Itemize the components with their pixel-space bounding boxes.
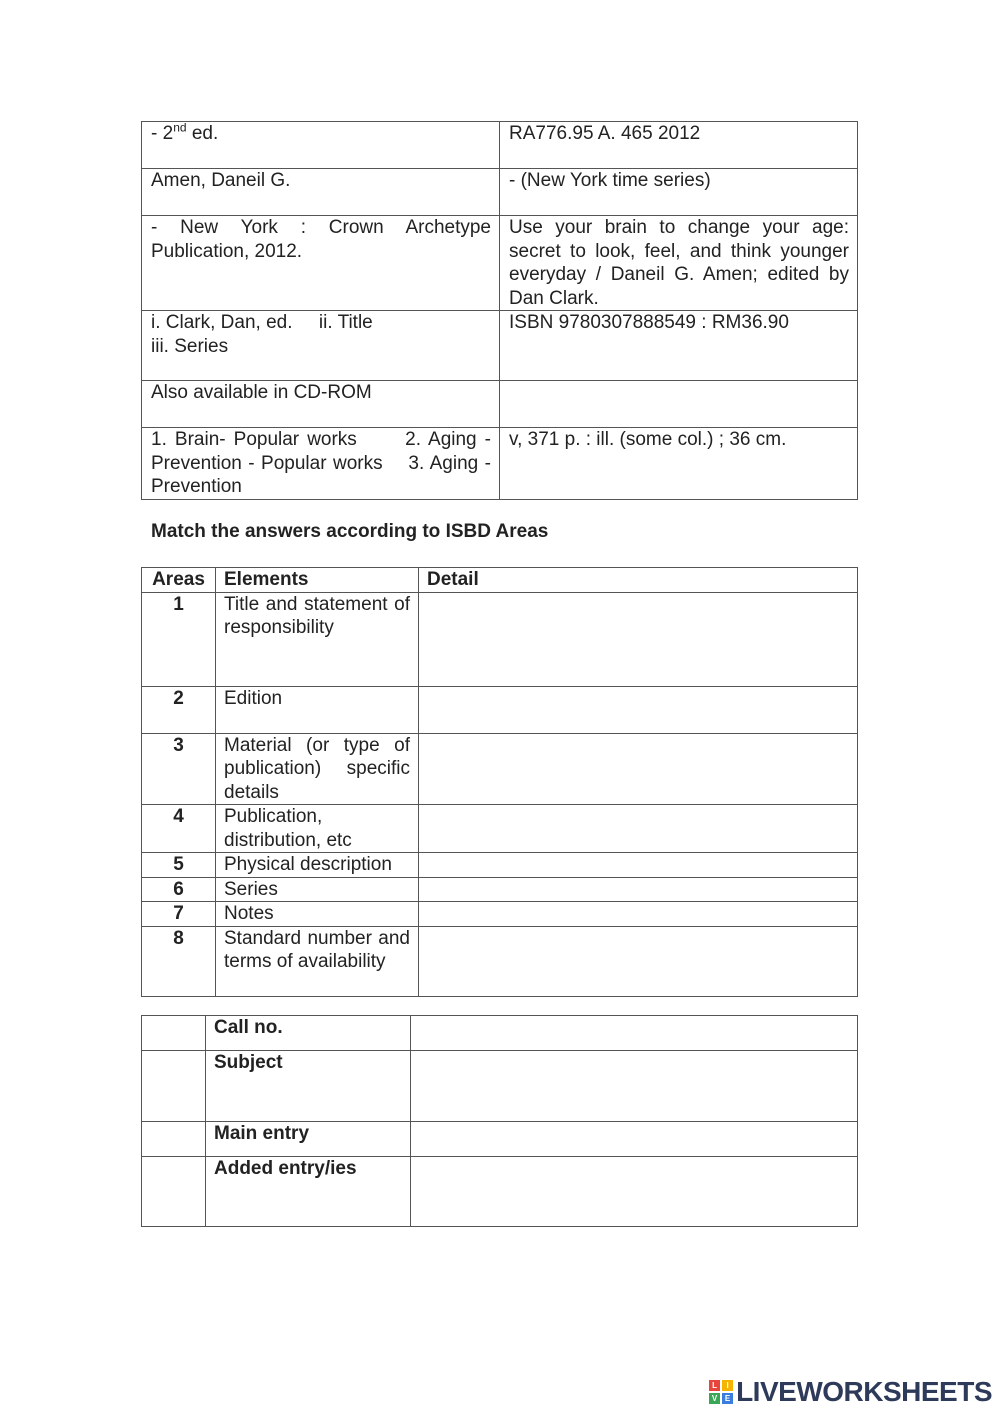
table-row xyxy=(142,686,858,733)
publication-cell: - New York : Crown Archetype Publication, 2012. xyxy=(142,216,500,311)
call-number-cell: RA776.95 A. 465 2012 xyxy=(500,122,858,169)
edition-superscript: nd xyxy=(173,120,187,135)
area-number: 4 xyxy=(142,805,216,853)
title-cell: Use your brain to change your age: secret to look, feel, and think younger everyday / Daneil G. Amen; edited by Dan Clark. xyxy=(500,216,858,311)
added-entries-label: Added entry/ies xyxy=(206,1157,411,1227)
author-cell: Amen, Daneil G. xyxy=(142,169,500,216)
logo-tile: E xyxy=(722,1393,733,1404)
area-number: 1 xyxy=(142,592,216,686)
detail-answer-cell[interactable] xyxy=(419,805,858,853)
catalog-elements-table xyxy=(141,121,858,500)
table-row xyxy=(142,428,858,500)
isbn-cell: ISBN 9780307888549 : RM36.90 xyxy=(500,311,858,381)
detail-answer-cell[interactable] xyxy=(419,926,858,996)
table-row xyxy=(142,853,858,878)
call-no-label: Call no. xyxy=(206,1016,411,1051)
logo-tile: I xyxy=(722,1380,733,1391)
subject-label: Subject xyxy=(206,1051,411,1122)
areas-header: Areas xyxy=(142,568,216,593)
access-points-table xyxy=(141,1015,858,1227)
area-number: 7 xyxy=(142,902,216,927)
detail-answer-cell[interactable] xyxy=(419,733,858,805)
table-row xyxy=(142,216,858,311)
table-row xyxy=(142,1016,858,1051)
detail-answer-cell[interactable] xyxy=(419,902,858,927)
table-row xyxy=(142,877,858,902)
main-entry-label: Main entry xyxy=(206,1122,411,1157)
blank-cell xyxy=(142,1051,206,1122)
detail-answer-cell[interactable] xyxy=(419,853,858,878)
table-row xyxy=(142,1122,858,1157)
edition-cell xyxy=(142,122,500,169)
subject-answer-cell[interactable] xyxy=(411,1051,858,1122)
area-number: 8 xyxy=(142,926,216,996)
note-cell: Also available in CD-ROM xyxy=(142,381,500,428)
area-element: Series xyxy=(216,877,419,902)
blank-cell xyxy=(142,1122,206,1157)
table-row xyxy=(142,1051,858,1122)
area-element: Edition xyxy=(216,686,419,733)
table-row xyxy=(142,381,858,428)
detail-answer-cell[interactable] xyxy=(419,877,858,902)
logo-mark-icon xyxy=(709,1380,733,1404)
area-element: Material (or type of publication) specific details xyxy=(216,733,419,805)
detail-answer-cell[interactable] xyxy=(419,686,858,733)
physical-description-cell: v, 371 p. : ill. (some col.) ; 36 cm. xyxy=(500,428,858,500)
logo-tile: V xyxy=(709,1393,720,1404)
isbd-areas-table xyxy=(141,567,858,997)
section-heading: Match the answers according to ISBD Areas xyxy=(151,521,549,542)
blank-cell xyxy=(142,1157,206,1227)
table-row xyxy=(142,733,858,805)
tracing-c: iii. Series xyxy=(151,335,229,357)
detail-header: Detail xyxy=(419,568,858,593)
tracing-b: ii. Title xyxy=(318,312,373,333)
table-row xyxy=(142,805,858,853)
area-number: 6 xyxy=(142,877,216,902)
main-entry-answer-cell[interactable] xyxy=(411,1122,858,1157)
empty-cell xyxy=(500,381,858,428)
table-row xyxy=(142,122,858,169)
tracings-cell xyxy=(142,311,500,381)
area-number: 3 xyxy=(142,733,216,805)
edition-prefix: - 2 xyxy=(151,123,174,144)
series-cell: - (New York time series) xyxy=(500,169,858,216)
table-row xyxy=(142,592,858,686)
detail-answer-cell[interactable] xyxy=(419,592,858,686)
area-number: 5 xyxy=(142,853,216,878)
blank-cell xyxy=(142,1016,206,1051)
area-element: Standard number and terms of availability xyxy=(216,926,419,996)
area-element: Title and statement of responsibility xyxy=(216,592,419,686)
tracing-a: i. Clark, Dan, ed. xyxy=(151,312,293,333)
area-element: Notes xyxy=(216,902,419,927)
table-row xyxy=(142,926,858,996)
liveworksheets-logo xyxy=(709,1376,992,1408)
area-element: Publication, distribution, etc xyxy=(216,805,419,853)
table-row xyxy=(142,902,858,927)
table-row xyxy=(142,1157,858,1227)
subjects-cell: 1. Brain- Popular works 2. Aging - Prevention - Popular works 3. Aging - Prevention xyxy=(142,428,500,500)
logo-text: LIVEWORKSHEETS xyxy=(736,1376,992,1407)
tracings-line-1 xyxy=(151,311,491,335)
logo-tile: L xyxy=(709,1380,720,1391)
area-number: 2 xyxy=(142,686,216,733)
call-no-answer-cell[interactable] xyxy=(411,1016,858,1051)
edition-suffix: ed. xyxy=(186,123,219,144)
added-entries-answer-cell[interactable] xyxy=(411,1157,858,1227)
table-row xyxy=(142,169,858,216)
header-row xyxy=(142,568,858,593)
area-element: Physical description xyxy=(216,853,419,878)
elements-header: Elements xyxy=(216,568,419,593)
table-row xyxy=(142,311,858,381)
